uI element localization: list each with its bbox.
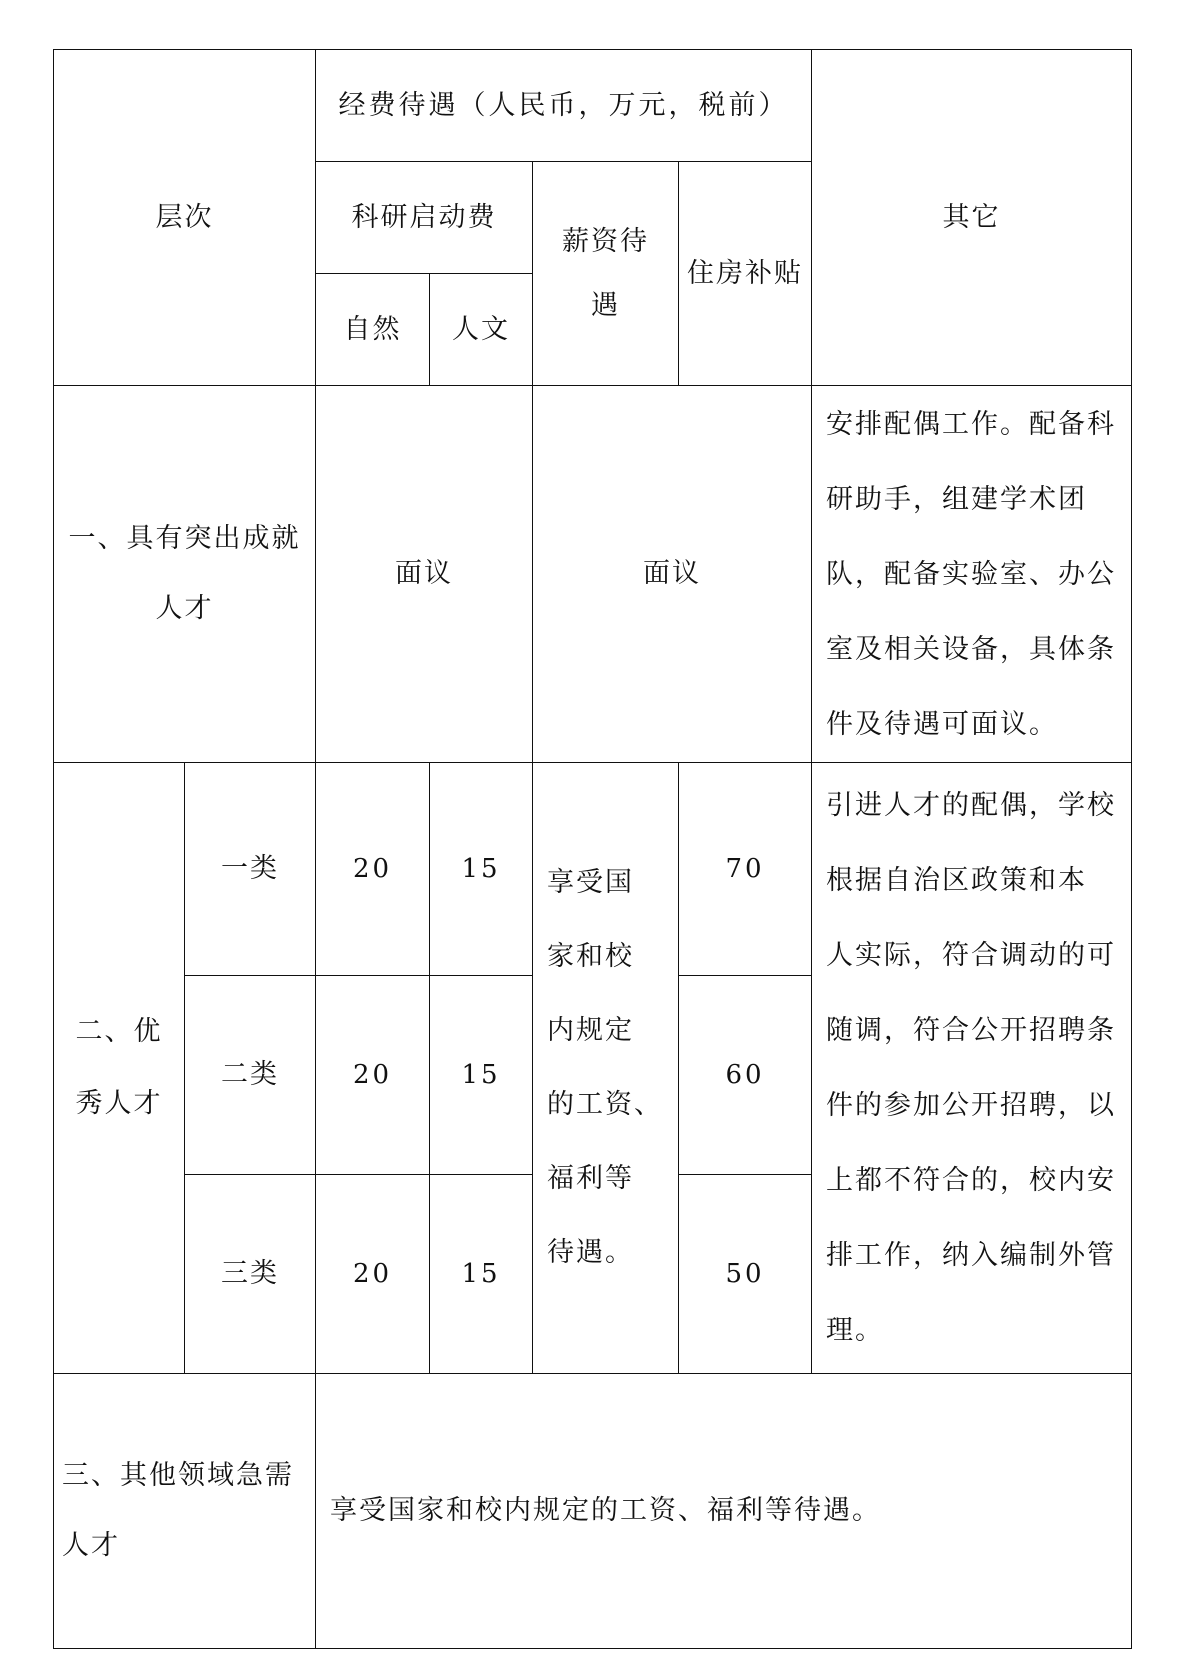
- level-excellent-line: 秀人才: [75, 1088, 163, 1119]
- excellent-other-line: 引进人才的配偶，学校: [826, 790, 1116, 821]
- level-urgent: [54, 1374, 316, 1649]
- excellent-salary-line: 家和校: [547, 941, 634, 972]
- header-salary-line: 遇: [591, 289, 620, 321]
- class-name: 二类: [185, 976, 316, 1175]
- excellent-other-line: 根据自治区政策和本: [826, 865, 1087, 896]
- header-other: 其它: [812, 50, 1132, 386]
- level-urgent-line: 人才: [62, 1530, 120, 1561]
- outstanding-other-line: 室及相关设备，具体条: [826, 633, 1116, 665]
- outstanding-other-line: 研助手，组建学术团: [826, 483, 1087, 515]
- class-name: 三类: [185, 1175, 316, 1374]
- excellent-other-line: 件的参加公开招聘，以: [826, 1090, 1116, 1121]
- excellent-other-line: 排工作，纳入编制外管: [826, 1240, 1116, 1271]
- class-natural: 20: [316, 976, 430, 1175]
- excellent-other-line: 理。: [826, 1315, 884, 1346]
- header-salary: [533, 162, 679, 386]
- class-housing: 70: [679, 763, 812, 976]
- outstanding-other-line: 队，配备实验室、办公: [826, 558, 1116, 590]
- header-humanities: 人文: [430, 274, 533, 386]
- urgent-content: 享受国家和校内规定的工资、福利等待遇。: [316, 1374, 1132, 1649]
- excellent-salary-line: 待遇。: [547, 1237, 634, 1268]
- header-startup-fund: 科研启动费: [316, 162, 533, 274]
- excellent-salary-line: 福利等: [547, 1163, 634, 1194]
- level-urgent-line: 三、其他领域急需: [62, 1460, 294, 1491]
- excellent-salary-line: 的工资、: [547, 1089, 663, 1120]
- excellent-other: [812, 763, 1132, 1374]
- level-outstanding-line: 一、具有突出成就: [68, 523, 301, 554]
- level-excellent-line: 二、优: [75, 1016, 163, 1047]
- outstanding-other-line: 件及待遇可面议。: [826, 708, 1058, 740]
- excellent-salary-line: 享受国: [547, 867, 634, 898]
- class-housing: 60: [679, 976, 812, 1175]
- level-outstanding: [54, 386, 316, 763]
- excellent-salary: [533, 763, 679, 1374]
- outstanding-other-line: 安排配偶工作。配备科: [826, 408, 1116, 440]
- class-humanities: 15: [430, 1175, 533, 1374]
- header-salary-line: 薪资待: [562, 225, 649, 257]
- class-housing: 50: [679, 1175, 812, 1374]
- class-humanities: 15: [430, 763, 533, 976]
- header-level: 层次: [54, 50, 316, 386]
- excellent-other-line: 上都不符合的，校内安: [826, 1165, 1116, 1196]
- outstanding-salary-housing: 面议: [533, 386, 812, 763]
- outstanding-other: [812, 386, 1132, 763]
- header-housing: 住房补贴: [679, 162, 812, 386]
- class-natural: 20: [316, 1175, 430, 1374]
- excellent-salary-line: 内规定: [547, 1015, 634, 1046]
- class-natural: 20: [316, 763, 430, 976]
- header-funding: 经费待遇（人民币，万元，税前）: [316, 50, 812, 162]
- level-outstanding-line: 人才: [155, 593, 214, 624]
- talent-benefits-table: [53, 49, 1132, 1649]
- level-excellent: [54, 763, 185, 1374]
- class-humanities: 15: [430, 976, 533, 1175]
- class-name: 一类: [185, 763, 316, 976]
- excellent-other-line: 人实际，符合调动的可: [826, 940, 1116, 971]
- excellent-other-line: 随调，符合公开招聘条: [826, 1015, 1116, 1046]
- outstanding-startup: 面议: [316, 386, 533, 763]
- header-natural: 自然: [316, 274, 430, 386]
